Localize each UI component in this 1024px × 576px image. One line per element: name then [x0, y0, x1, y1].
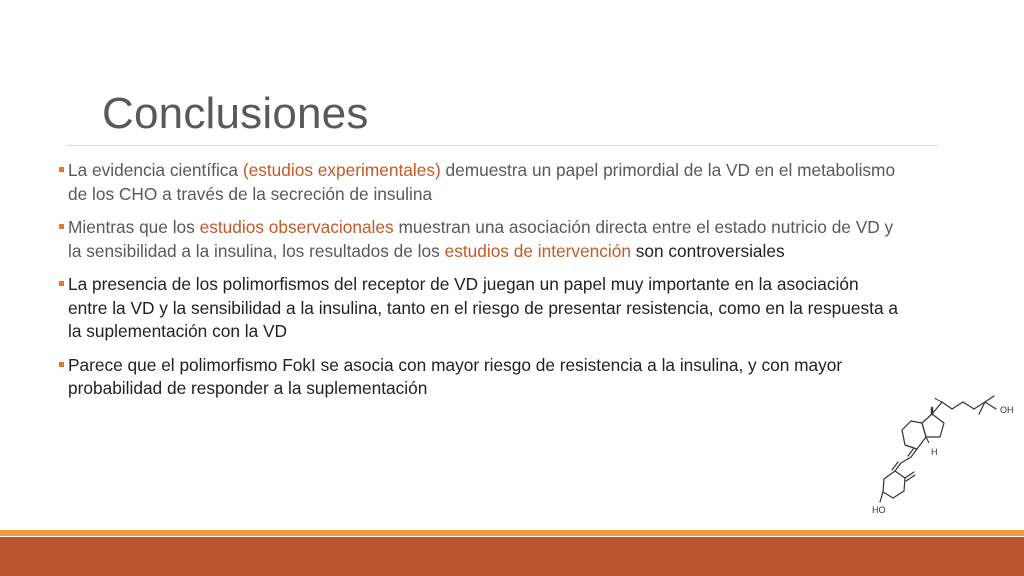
bond-line: [942, 402, 952, 409]
vitamin-d-structure-diagram: [862, 392, 1022, 518]
ho-label: HO: [872, 505, 886, 515]
bullet-text-segment: son controversiales: [630, 240, 785, 261]
oh-label: OH: [1000, 405, 1014, 415]
bullet-text: [68, 216, 899, 263]
title-divider: [66, 145, 938, 146]
bullet-item: [59, 159, 899, 206]
square-bullet-icon: [59, 167, 64, 172]
slide-title: Conclusiones: [102, 89, 369, 138]
bond-line: [926, 437, 929, 443]
bond-line: [901, 457, 911, 463]
bullet-text-segment: muestran una asociación directa entre el estado nutricio de VD y la sensibilidad a la insulina, los resultados de los: [68, 217, 894, 261]
highlight-text: estudios de intervención: [444, 240, 631, 261]
bullet-text: Parece que el polimorfismo FokI se asocia con mayor riesgo de resistencia a la insulina, y con mayor probabilidad de responder a la suplementación: [68, 354, 843, 398]
bullet-text-segment: demuestra un papel primordial de la VD en el metabolismo de los CHO a través de la secreción de insulina: [68, 160, 896, 204]
highlight-text: (estudios experimentales): [242, 160, 441, 180]
bond-line: [952, 402, 963, 409]
footer-accent-stripe: [0, 530, 1024, 536]
square-bullet-icon: [59, 362, 64, 367]
bullet-text: [68, 159, 899, 206]
bullet-text: La presencia de los polimorfismos del receptor de VD juegan un papel muy importante en la asociación entre la VD y la sensibilidad a la insulina, tanto en el riesgo de presentar resistencia, como en la respuesta a la suplementación con la VD: [68, 274, 898, 341]
h-label: H: [931, 447, 938, 457]
bond-line: [985, 402, 996, 409]
bullet-text-segment: La evidencia científica: [68, 160, 243, 180]
bullet-text-segment: Mientras que los: [68, 217, 200, 237]
bond-line: [880, 492, 883, 502]
bond-line: [932, 402, 942, 414]
highlight-text: estudios observacionales: [199, 217, 394, 237]
a-ring: [883, 471, 905, 498]
six-ring: [902, 421, 926, 449]
bullet-item: [59, 216, 899, 263]
square-bullet-icon: [59, 281, 64, 286]
conclusions-list: [59, 159, 899, 411]
bond-line: [963, 402, 974, 409]
bullet-item: [59, 354, 899, 401]
footer-bar: [0, 537, 1024, 576]
bullet-item: [59, 273, 899, 344]
bond-line: [934, 398, 942, 402]
bond-line: [985, 396, 994, 402]
square-bullet-icon: [59, 224, 64, 229]
